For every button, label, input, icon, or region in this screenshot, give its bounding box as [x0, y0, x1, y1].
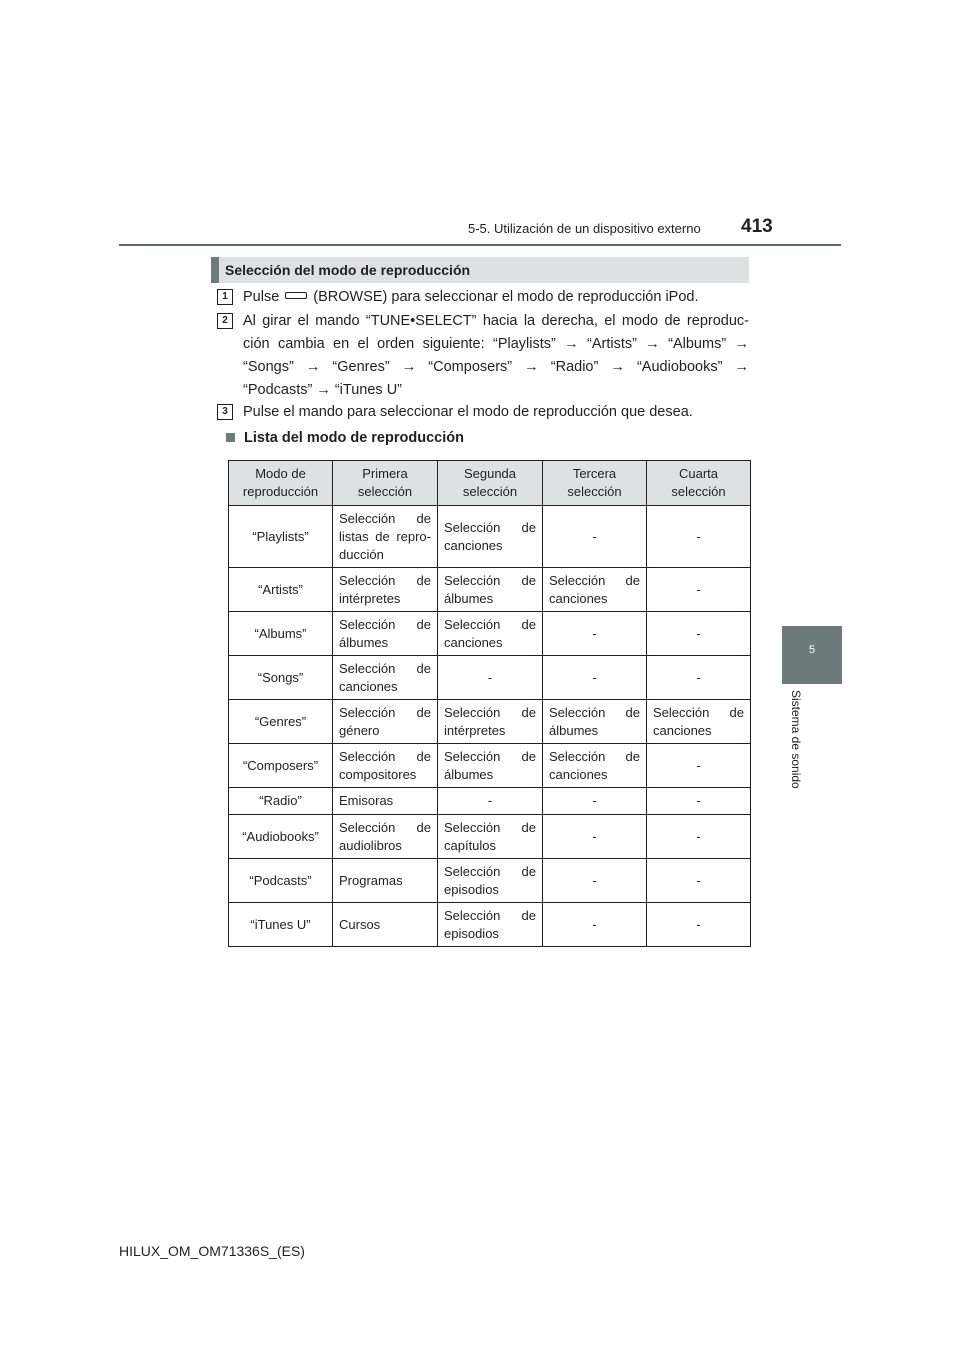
table-cell: Selección de listas de repro-ducción — [333, 506, 438, 568]
table-cell: - — [438, 656, 543, 700]
table-cell: Selección de canciones — [438, 612, 543, 656]
table-cell: - — [543, 612, 647, 656]
playback-mode-table — [228, 460, 751, 947]
table-cell: Selección de álbumes — [333, 612, 438, 656]
table-row — [229, 903, 751, 947]
header-second: Segunda selección — [438, 461, 543, 506]
table-cell: Programas — [333, 859, 438, 903]
table-cell: Selección de episodios — [438, 859, 543, 903]
header-fourth: Cuarta selección — [647, 461, 751, 506]
table-cell: - — [543, 506, 647, 568]
table-row — [229, 506, 751, 568]
document-code: HILUX_OM_OM71336S_(ES) — [119, 1243, 305, 1259]
table-cell: - — [543, 859, 647, 903]
table-cell: Selección de canciones — [543, 568, 647, 612]
table-cell: Selección de álbumes — [438, 568, 543, 612]
table-cell: - — [647, 656, 751, 700]
table-row — [229, 859, 751, 903]
step-2-text — [243, 310, 749, 402]
page-number: 413 — [741, 216, 773, 237]
table-cell: Selección de compositores — [333, 744, 438, 788]
table-cell: - — [647, 859, 751, 903]
step-2-line-2: ción cambia en el orden siguiente: “Playlists” → “Artists” → “Albums” → — [243, 336, 749, 352]
table-cell: Emisoras — [333, 788, 438, 815]
header-divider — [119, 244, 841, 246]
subheading — [226, 430, 464, 446]
table-cell: - — [543, 903, 647, 947]
header-mode: Modo de reproducción — [229, 461, 333, 506]
table-cell: - — [647, 815, 751, 859]
section-title: Selección del modo de reproducción — [211, 257, 749, 283]
table-row — [229, 744, 751, 788]
table-cell: Selección de capítulos — [438, 815, 543, 859]
table-cell: - — [647, 788, 751, 815]
table-cell: - — [543, 656, 647, 700]
table-cell: “Radio” — [229, 788, 333, 815]
table-cell: Selección de canciones — [647, 700, 751, 744]
table-cell: Cursos — [333, 903, 438, 947]
header-section-title: 5-5. Utilización de un dispositivo externo — [468, 221, 701, 236]
step-2-line-3: “Songs” → “Genres” → “Composers” → “Radio” → “Audiobooks” → — [243, 359, 749, 375]
step-1-before: Pulse — [243, 289, 280, 305]
chapter-tab — [782, 626, 842, 684]
table-cell: Selección de álbumes — [543, 700, 647, 744]
step-2-line-4: “Podcasts” → “iTunes U” — [243, 382, 402, 398]
table-row — [229, 568, 751, 612]
table-cell: - — [647, 506, 751, 568]
step-2-line-1: Al girar el mando “TUNE•SELECT” hacia la derecha, el modo de reproduc- — [243, 313, 749, 329]
browse-button-icon — [285, 292, 307, 299]
table-cell: Selección de canciones — [543, 744, 647, 788]
table-cell: “Albums” — [229, 612, 333, 656]
square-bullet-icon — [226, 433, 235, 442]
step-1-text — [243, 286, 749, 309]
table-cell: Selección de intérpretes — [333, 568, 438, 612]
table-cell: - — [543, 815, 647, 859]
table-cell: “Genres” — [229, 700, 333, 744]
table-cell: “Composers” — [229, 744, 333, 788]
table-cell: Selección de audiolibros — [333, 815, 438, 859]
table-row — [229, 612, 751, 656]
table-cell: “iTunes U” — [229, 903, 333, 947]
table-cell: - — [647, 903, 751, 947]
header-first: Primera selección — [333, 461, 438, 506]
table-cell: Selección de intérpretes — [438, 700, 543, 744]
table-cell: Selección de episodios — [438, 903, 543, 947]
table-cell: Selección de álbumes — [438, 744, 543, 788]
table-row — [229, 788, 751, 815]
table-cell: “Songs” — [229, 656, 333, 700]
header-third: Tercera selección — [543, 461, 647, 506]
table-cell: - — [647, 612, 751, 656]
table-cell: “Playlists” — [229, 506, 333, 568]
table-row — [229, 815, 751, 859]
step-badge-1: 1 — [217, 289, 233, 305]
subheading-text: Lista del modo de reproducción — [244, 430, 464, 446]
chapter-label: Sistema de sonido — [789, 690, 803, 789]
table-cell: “Artists” — [229, 568, 333, 612]
table-row — [229, 656, 751, 700]
table-cell: Selección de canciones — [333, 656, 438, 700]
table-cell: - — [647, 744, 751, 788]
table-cell: Selección de género — [333, 700, 438, 744]
table-cell: - — [543, 788, 647, 815]
table-header-row — [229, 461, 751, 506]
table-cell: - — [438, 788, 543, 815]
step-badge-2: 2 — [217, 313, 233, 329]
step-badge-3: 3 — [217, 404, 233, 420]
step-1-after: (BROWSE) para seleccionar el modo de reproducción iPod. — [313, 289, 699, 305]
table-row — [229, 700, 751, 744]
step-3-text: Pulse el mando para seleccionar el modo de reproducción que desea. — [243, 404, 693, 420]
table-cell: Selección de canciones — [438, 506, 543, 568]
chapter-number: 5 — [808, 644, 816, 656]
table-cell: - — [647, 568, 751, 612]
table-cell: “Podcasts” — [229, 859, 333, 903]
table-cell: “Audiobooks” — [229, 815, 333, 859]
